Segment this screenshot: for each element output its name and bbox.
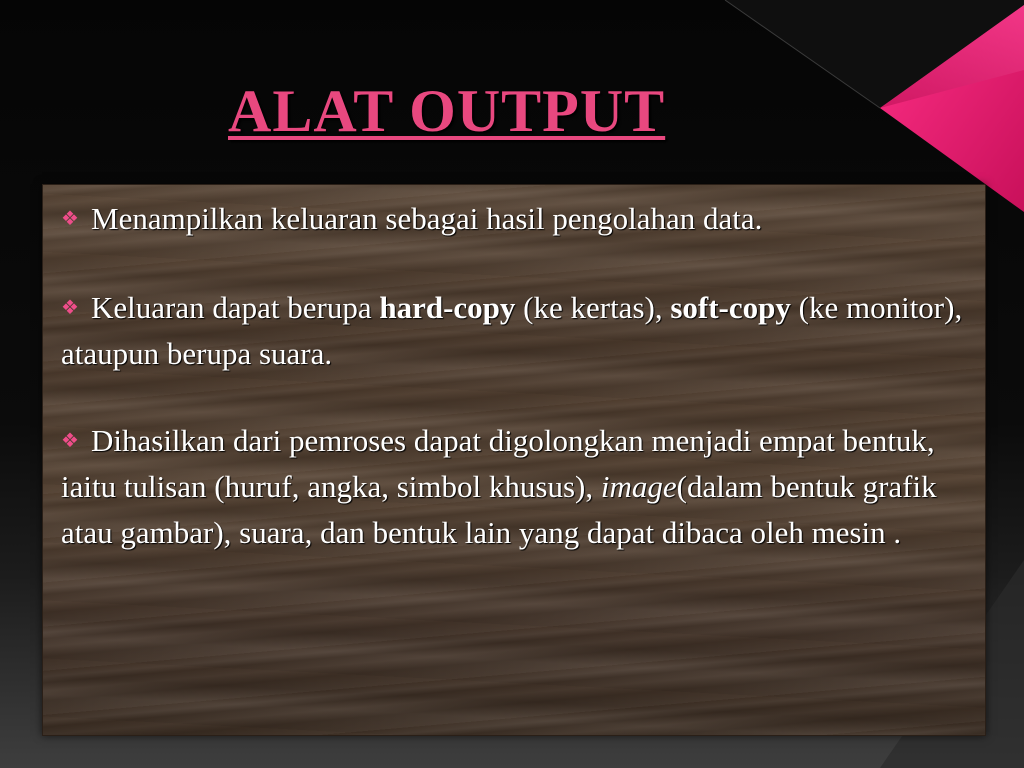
- bullet-bold-term: soft-copy: [670, 290, 791, 325]
- diamond-bullet-icon: ❖: [61, 295, 79, 319]
- bullet-item: [61, 195, 971, 242]
- wood-content-panel: [42, 184, 986, 736]
- bullet-text: Keluaran dapat berupa: [91, 290, 380, 325]
- bullet-text: Menampilkan keluaran sebagai hasil pengolahan data.: [91, 201, 763, 236]
- bullet-list: [61, 195, 971, 598]
- diamond-bullet-icon: ❖: [61, 428, 79, 452]
- bullet-text: (dalam bentuk grafik atau gambar), suara, dan bentuk lain yang dapat dibaca oleh mesin .: [61, 469, 937, 550]
- bullet-bold-term: hard-copy: [379, 290, 516, 325]
- bullet-item: [61, 417, 971, 556]
- bullet-italic-term: image: [600, 469, 677, 504]
- slide-title: ALAT OUTPUT: [228, 78, 666, 144]
- bullet-text: (ke kertas),: [515, 290, 671, 325]
- diamond-bullet-icon: ❖: [61, 206, 79, 230]
- bullet-item: [61, 284, 971, 377]
- bullet-text: Dihasilkan dari pemroses dapat digolongkan menjadi empat bentuk, iaitu tulisan (huruf, angka, simbol khusus),: [61, 423, 935, 504]
- bullet-text: (ke monitor), ataupun berupa suara.: [61, 290, 963, 371]
